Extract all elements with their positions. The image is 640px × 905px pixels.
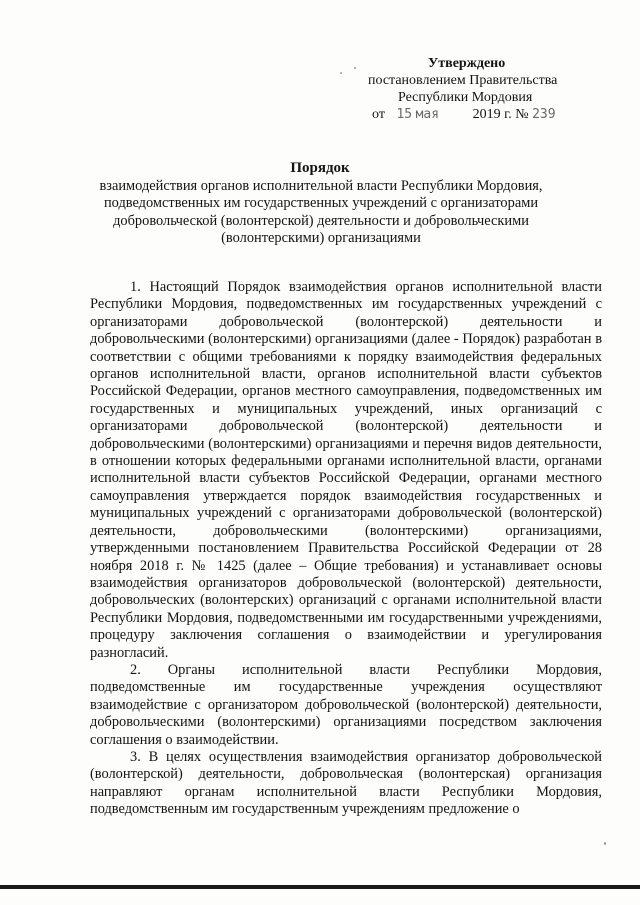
scan-speck	[354, 67, 356, 69]
paragraph-2: 2. Органы исполнительной власти Республики Мордовия, подведомственные им государственные учреждения осуществляют взаимодействие с организатором добровольческой (волонтерской) деятельности, добровольческими (волонтерскими) организациями посредством заключения соглашения о взаимодействии.	[90, 661, 602, 748]
date-month: мая	[415, 107, 440, 122]
document-title: Порядок	[290, 160, 350, 176]
document-body	[90, 279, 602, 819]
approval-line-resolution: постановлением Правительства	[368, 73, 558, 88]
scan-edge-line	[0, 885, 640, 889]
approval-block	[360, 55, 620, 123]
date-prefix: от	[372, 107, 385, 122]
document-subtitle: взаимодействия органов исполнительной власти Республики Мордовия, подведомственных им государственных учреждений с организаторами добровольческой (волонтерской) деятельности и добровольческими (волонтерскими) организациями	[99, 178, 543, 246]
paragraph-3: 3. В целях осуществления взаимодействия организатор добровольческой (волонтерской) деятельности, добровольческая (волонтерская) организация направляют органам исполнительной власти Республики Мордовия, подведомственным им государственным учреждениям предложение о	[90, 748, 602, 818]
scan-speck	[340, 72, 342, 74]
approval-date-line	[360, 106, 620, 123]
scan-speck	[604, 842, 606, 845]
document-number: 239	[532, 107, 556, 122]
approval-line-republic: Республики Мордовия	[398, 90, 533, 105]
date-day: 15	[396, 107, 413, 122]
date-year: 2019 г.	[472, 107, 512, 122]
paragraph-1: 1. Настоящий Порядок взаимодействия органов исполнительной власти Республики Мордовия, подведомственных им государственных учреждений с организаторами добровольческой (волонтерской) деятельности и добровольческими (волонтерскими) организациями (далее - Порядок) разработан в соответствии с общими требованиями к порядку взаимодействия федеральных органов исполнительной власти, органов исполнительной власти субъектов Российской Федерации, органов местного самоуправления, подведомственных им государственных и муниципальных учреждений, иных организаций с организаторами добровольческой (волонтерской) деятельности и добровольческими (волонтерскими) организациями и перечня видов деятельности, в отношении которых федеральными органами исполнительной власти, органами исполнительной власти субъектов Российской Федерации, органами местного самоуправления утверждается порядок взаимодействия государственных и муниципальных учреждений с организаторами добровольческой (волонтерской) деятельности, добровольческими (волонтерскими) организациями, утвержденными постановлением Правительства Российской Федерации от 28 ноября 2018 г. № 1425 (далее – Общие требования) и устанавливает основы взаимодействия организаторов добровольческой (волонтерской) деятельности, добровольческих (волонтерских) организаций с органами исполнительной власти Республики Мордовия, подведомственными им государственными учреждениями, процедуру заключения соглашения о взаимодействии и урегулирования разногласий.	[90, 279, 602, 661]
approval-title: Утверждено	[428, 56, 506, 71]
number-prefix: №	[515, 107, 529, 122]
